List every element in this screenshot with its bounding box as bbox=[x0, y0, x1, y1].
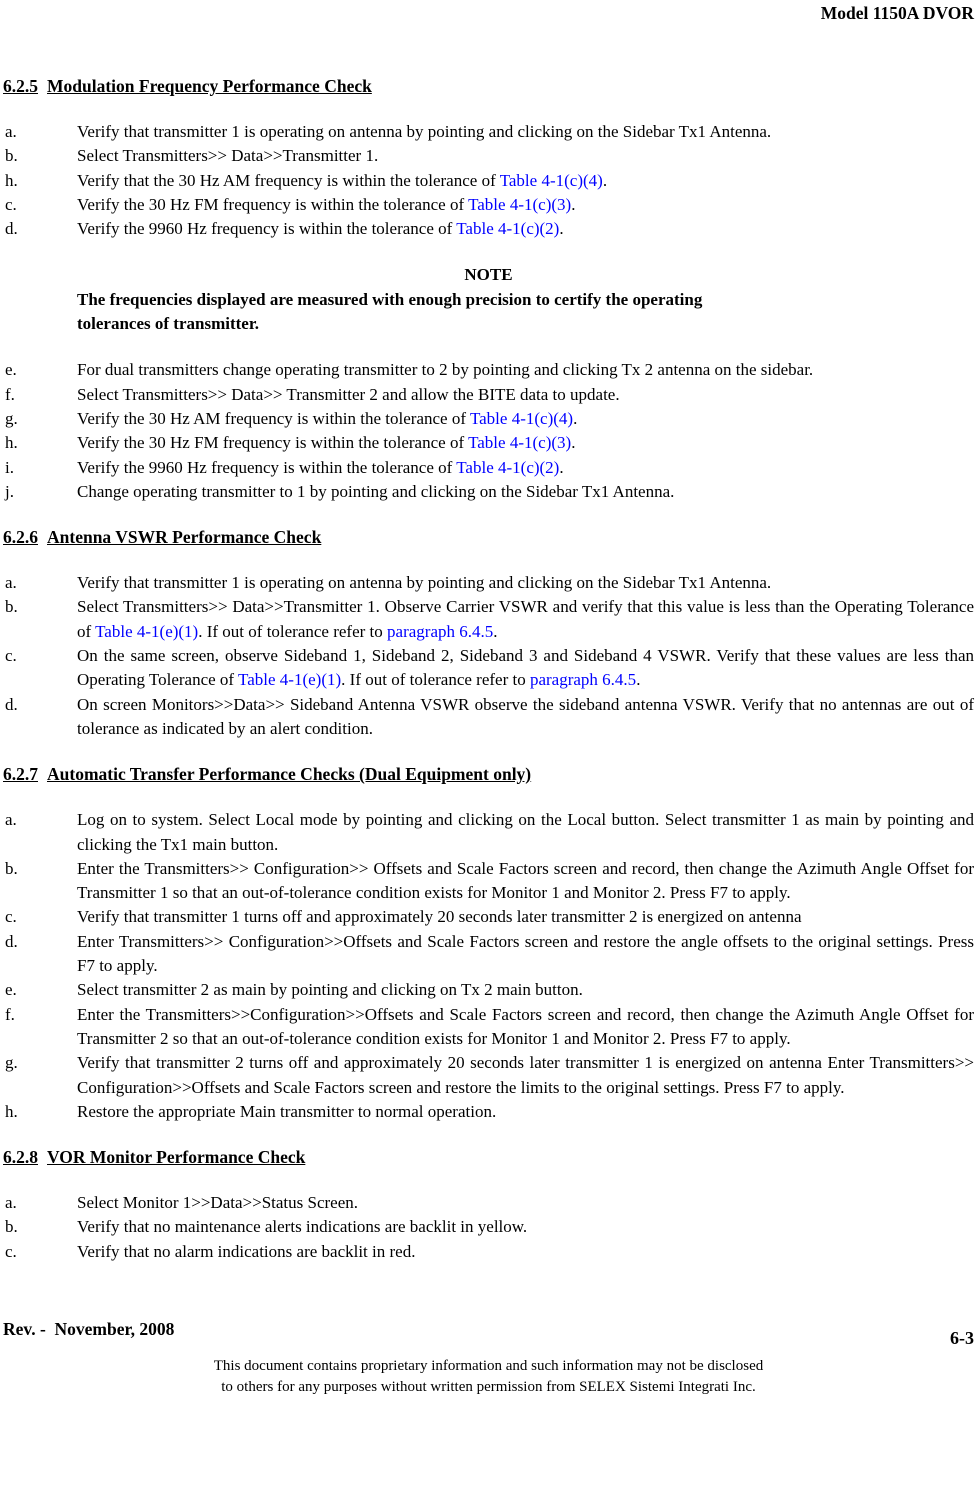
section-heading bbox=[3, 74, 974, 98]
list-item-label: c. bbox=[5, 1241, 17, 1261]
list-item bbox=[3, 693, 974, 742]
cross-reference-link[interactable]: Table 4-1(c)(4) bbox=[469, 408, 574, 428]
text-segment: Verify that the 30 Hz AM frequency is within the tolerance of bbox=[77, 170, 500, 190]
section-title: Modulation Frequency Performance Check bbox=[47, 76, 372, 96]
list-item bbox=[3, 144, 974, 168]
list-item-label: g. bbox=[5, 408, 18, 428]
list-item-label: h. bbox=[5, 170, 18, 190]
list-item-label: d. bbox=[5, 694, 18, 714]
list-item-text bbox=[77, 1240, 974, 1264]
text-segment: . bbox=[559, 219, 564, 239]
text-segment: Select Transmitters>> Data>> Transmitter 2 and allow the BITE data to update. bbox=[77, 384, 620, 404]
list-item-text bbox=[77, 1051, 974, 1100]
list-item-text bbox=[77, 169, 974, 193]
list-item bbox=[3, 407, 974, 431]
text-segment: For dual transmitters change operating transmitter to 2 by pointing and clicking Tx 2 antenna on the sidebar. bbox=[77, 360, 814, 380]
cross-reference-link[interactable]: Table 4-1(c)(2) bbox=[456, 219, 560, 239]
list-item-label: b. bbox=[5, 858, 18, 878]
list-item bbox=[3, 1191, 974, 1215]
list-item-label: h. bbox=[5, 433, 18, 453]
list-item-text bbox=[77, 456, 974, 480]
list-item-text bbox=[77, 644, 974, 693]
cross-reference-link[interactable]: Table 4-1(c)(3) bbox=[468, 433, 572, 453]
text-segment: Enter the Transmitters>> Configuration>> Offsets and Scale Factors screen and record, then change the Azimuth Angle Offset for Transmitter 1 so that an out-of-tolerance condition exists for Monitor 1 and Monitor 2. Press F7 to apply. bbox=[77, 858, 974, 903]
list-item bbox=[3, 1051, 974, 1100]
list-item bbox=[3, 808, 974, 857]
text-segment: Verify that no alarm indications are backlit in red. bbox=[77, 1241, 416, 1261]
section-number: 6.2.7 bbox=[3, 764, 38, 785]
page-footer bbox=[3, 1317, 974, 1348]
text-segment: Verify that transmitter 1 is operating on antenna by pointing and clicking on the Sidebar Tx1 Antenna. bbox=[77, 122, 772, 141]
list-item bbox=[3, 217, 974, 241]
text-segment: Verify that transmitter 2 turns off and approximately 20 seconds later transmitter 1 is energized on antenna Enter Transmitters>> Configuration>>Offsets and Scale Factors screen and restore the limits to the original settings. Press F7 to apply. bbox=[77, 1053, 974, 1097]
list-item-text bbox=[77, 978, 974, 1002]
text-segment: Verify that transmitter 1 is operating on antenna by pointing and clicking on the Sidebar Tx1 Antenna. bbox=[77, 573, 772, 593]
text-segment: Verify the 30 Hz FM frequency is within the tolerance of bbox=[77, 433, 469, 453]
text-segment: . bbox=[573, 408, 578, 428]
cross-reference-link[interactable]: paragraph 6.4.5 bbox=[529, 670, 637, 690]
list-item-text bbox=[77, 1215, 974, 1239]
list-item bbox=[3, 571, 974, 595]
list-item bbox=[3, 1003, 974, 1052]
section bbox=[3, 1145, 974, 1264]
text-segment: . bbox=[559, 457, 564, 477]
section bbox=[3, 762, 974, 1124]
text-segment: Verify that transmitter 1 turns off and approximately 20 seconds later transmitter 2 is energized on antenna bbox=[77, 907, 802, 927]
list-item-text bbox=[77, 857, 974, 906]
list-item-text bbox=[77, 1003, 974, 1052]
list-item-label: f. bbox=[5, 384, 15, 404]
list-item bbox=[3, 193, 974, 217]
list-item-text bbox=[77, 120, 974, 144]
list-item-label: i. bbox=[5, 457, 14, 477]
list-item-text bbox=[77, 193, 974, 217]
text-segment: . If out of tolerance refer to bbox=[198, 621, 388, 641]
page-number: 6-3 bbox=[950, 1327, 974, 1348]
list-item-text bbox=[77, 571, 974, 595]
cross-reference-link[interactable]: Table 4-1(c)(3) bbox=[468, 194, 572, 214]
list-item-label: a. bbox=[5, 122, 17, 141]
list-item bbox=[3, 644, 974, 693]
list-item-label: c. bbox=[5, 646, 17, 666]
procedure-list bbox=[3, 358, 974, 504]
text-segment: Enter the Transmitters>>Configuration>>Offsets and Scale Factors screen and record, then change the Azimuth Angle Offset for Transmitter 2 so that an out-of-tolerance condition exists for Monitor 1 and Monitor 2. Press F7 to apply. bbox=[77, 1004, 974, 1048]
list-item bbox=[3, 595, 974, 644]
cross-reference-link[interactable]: Table 4-1(e)(1) bbox=[238, 670, 342, 690]
list-item-label: j. bbox=[5, 481, 14, 501]
section-heading bbox=[3, 525, 974, 549]
text-segment: Verify that no maintenance alerts indications are backlit in yellow. bbox=[77, 1217, 528, 1237]
text-segment: . bbox=[493, 621, 498, 641]
text-segment: Select transmitter 2 as main by pointing and clicking on Tx 2 main button. bbox=[77, 980, 583, 1000]
text-segment: Select Monitor 1>>Data>>Status Screen. bbox=[77, 1193, 359, 1213]
list-item-label: d. bbox=[5, 931, 18, 951]
list-item-text bbox=[77, 383, 974, 407]
list-item bbox=[3, 456, 974, 480]
disclaimer-line: to others for any purposes without written permission from SELEX Sistemi Integrati Inc. bbox=[221, 1378, 756, 1395]
section-title: Antenna VSWR Performance Check bbox=[47, 527, 322, 548]
cross-reference-link[interactable]: paragraph 6.4.5 bbox=[387, 621, 494, 641]
list-item-label: a. bbox=[5, 573, 17, 593]
text-segment: Verify the 30 Hz FM frequency is within the tolerance of bbox=[77, 194, 469, 214]
text-segment: Select Transmitters>> Data>>Transmitter 1. Observe Carrier VSWR and verify that this value is less than the Operating Tolerance of bbox=[77, 597, 974, 641]
list-item-text bbox=[77, 1100, 974, 1124]
list-item-label: a. bbox=[5, 810, 17, 830]
list-item-label: c. bbox=[5, 907, 17, 927]
text-segment: On the same screen, observe Sideband 1, Sideband 2, Sideband 3 and Sideband 4 VSWR. Verify that these values are less than Operating Tolerance of bbox=[77, 646, 974, 690]
section-title: Automatic Transfer Performance Checks (Dual Equipment only) bbox=[47, 764, 532, 785]
note-block bbox=[3, 263, 974, 336]
text-segment: Select Transmitters>> Data>>Transmitter 1. bbox=[77, 146, 379, 166]
list-item bbox=[3, 1240, 974, 1264]
note-heading: NOTE bbox=[464, 265, 513, 285]
list-item-label: g. bbox=[5, 1053, 18, 1073]
section-heading bbox=[3, 762, 974, 786]
list-item bbox=[3, 1215, 974, 1239]
section-number: 6.2.6 bbox=[3, 527, 38, 548]
list-item-text bbox=[77, 905, 974, 929]
list-item-text bbox=[77, 595, 974, 644]
list-item bbox=[3, 431, 974, 455]
cross-reference-link[interactable]: Table 4-1(c)(2) bbox=[456, 457, 560, 477]
page-header-title: Model 1150A DVOR bbox=[820, 3, 974, 23]
procedure-list bbox=[3, 571, 974, 741]
section-title: VOR Monitor Performance Check bbox=[47, 1147, 306, 1168]
procedure-list bbox=[3, 120, 974, 241]
list-item bbox=[3, 358, 974, 382]
list-item bbox=[3, 930, 974, 979]
list-item-text bbox=[77, 930, 974, 979]
note-line: The frequencies displayed are measured with enough precision to certify the operating bbox=[77, 289, 703, 309]
text-segment: . bbox=[602, 170, 608, 190]
list-item bbox=[3, 169, 974, 193]
text-segment: . If out of tolerance refer to bbox=[341, 670, 530, 690]
text-segment: Enter Transmitters>> Configuration>>Offsets and Scale Factors screen and restore the angle offsets to the original settings. Press F7 to apply. bbox=[77, 931, 974, 976]
list-item-label: b. bbox=[5, 1217, 18, 1237]
section-number: 6.2.5 bbox=[3, 76, 38, 96]
footer-disclaimer bbox=[3, 1356, 974, 1398]
text-segment: Log on to system. Select Local mode by pointing and clicking on the Local button. Select transmitter 1 as main by pointing and clicking the Tx1 main button. bbox=[77, 810, 974, 854]
text-segment: . bbox=[571, 433, 576, 453]
section bbox=[3, 74, 974, 504]
list-item-text bbox=[77, 808, 974, 857]
list-item-text bbox=[77, 693, 974, 742]
list-item bbox=[3, 905, 974, 929]
section-heading bbox=[3, 1145, 974, 1169]
text-segment: Verify the 9960 Hz frequency is within the tolerance of bbox=[77, 219, 457, 239]
text-segment: . bbox=[571, 194, 576, 214]
text-segment: Change operating transmitter to 1 by pointing and clicking on the Sidebar Tx1 Antenna. bbox=[77, 481, 675, 501]
list-item-text bbox=[77, 217, 974, 241]
procedure-list bbox=[3, 1191, 974, 1264]
list-item-label: d. bbox=[5, 219, 18, 239]
list-item-text bbox=[77, 431, 974, 455]
list-item bbox=[3, 1100, 974, 1124]
list-item-text bbox=[77, 358, 974, 382]
cross-reference-link[interactable]: Table 4-1(c)(4) bbox=[499, 170, 603, 190]
list-item-text bbox=[77, 144, 974, 168]
list-item bbox=[3, 120, 974, 144]
text-segment: Verify the 9960 Hz frequency is within the tolerance of bbox=[77, 457, 457, 477]
list-item-label: e. bbox=[5, 360, 17, 380]
list-item-label: b. bbox=[5, 597, 18, 617]
revision-date: Rev. - November, 2008 bbox=[3, 1318, 175, 1339]
text-segment: . bbox=[636, 670, 641, 690]
note-body bbox=[3, 288, 974, 337]
list-item-label: e. bbox=[5, 980, 17, 1000]
list-item-label: h. bbox=[5, 1101, 18, 1121]
list-item-text bbox=[77, 480, 974, 504]
list-item bbox=[3, 857, 974, 906]
list-item-text bbox=[77, 407, 974, 431]
list-item-label: f. bbox=[5, 1004, 15, 1024]
procedure-list bbox=[3, 808, 974, 1124]
list-item bbox=[3, 383, 974, 407]
section bbox=[3, 525, 974, 741]
list-item bbox=[3, 480, 974, 504]
note-line: tolerances of transmitter. bbox=[77, 314, 260, 334]
list-item-label: a. bbox=[5, 1193, 17, 1213]
text-segment: Verify the 30 Hz AM frequency is within the tolerance of bbox=[77, 408, 470, 428]
list-item-label: b. bbox=[5, 146, 18, 166]
list-item-label: c. bbox=[5, 194, 17, 214]
section-number: 6.2.8 bbox=[3, 1147, 38, 1168]
text-segment: On screen Monitors>>Data>> Sideband Antenna VSWR observe the sideband antenna VSWR. Verify that no antennas are out of tolerance as indicated by an alert condition. bbox=[77, 694, 974, 738]
text-segment: Restore the appropriate Main transmitter to normal operation. bbox=[77, 1101, 497, 1121]
disclaimer-line: This document contains proprietary information and such information may not be disclosed bbox=[213, 1357, 764, 1374]
list-item-text bbox=[77, 1191, 974, 1215]
list-item bbox=[3, 978, 974, 1002]
cross-reference-link[interactable]: Table 4-1(e)(1) bbox=[95, 621, 199, 641]
document-body bbox=[3, 74, 974, 1264]
